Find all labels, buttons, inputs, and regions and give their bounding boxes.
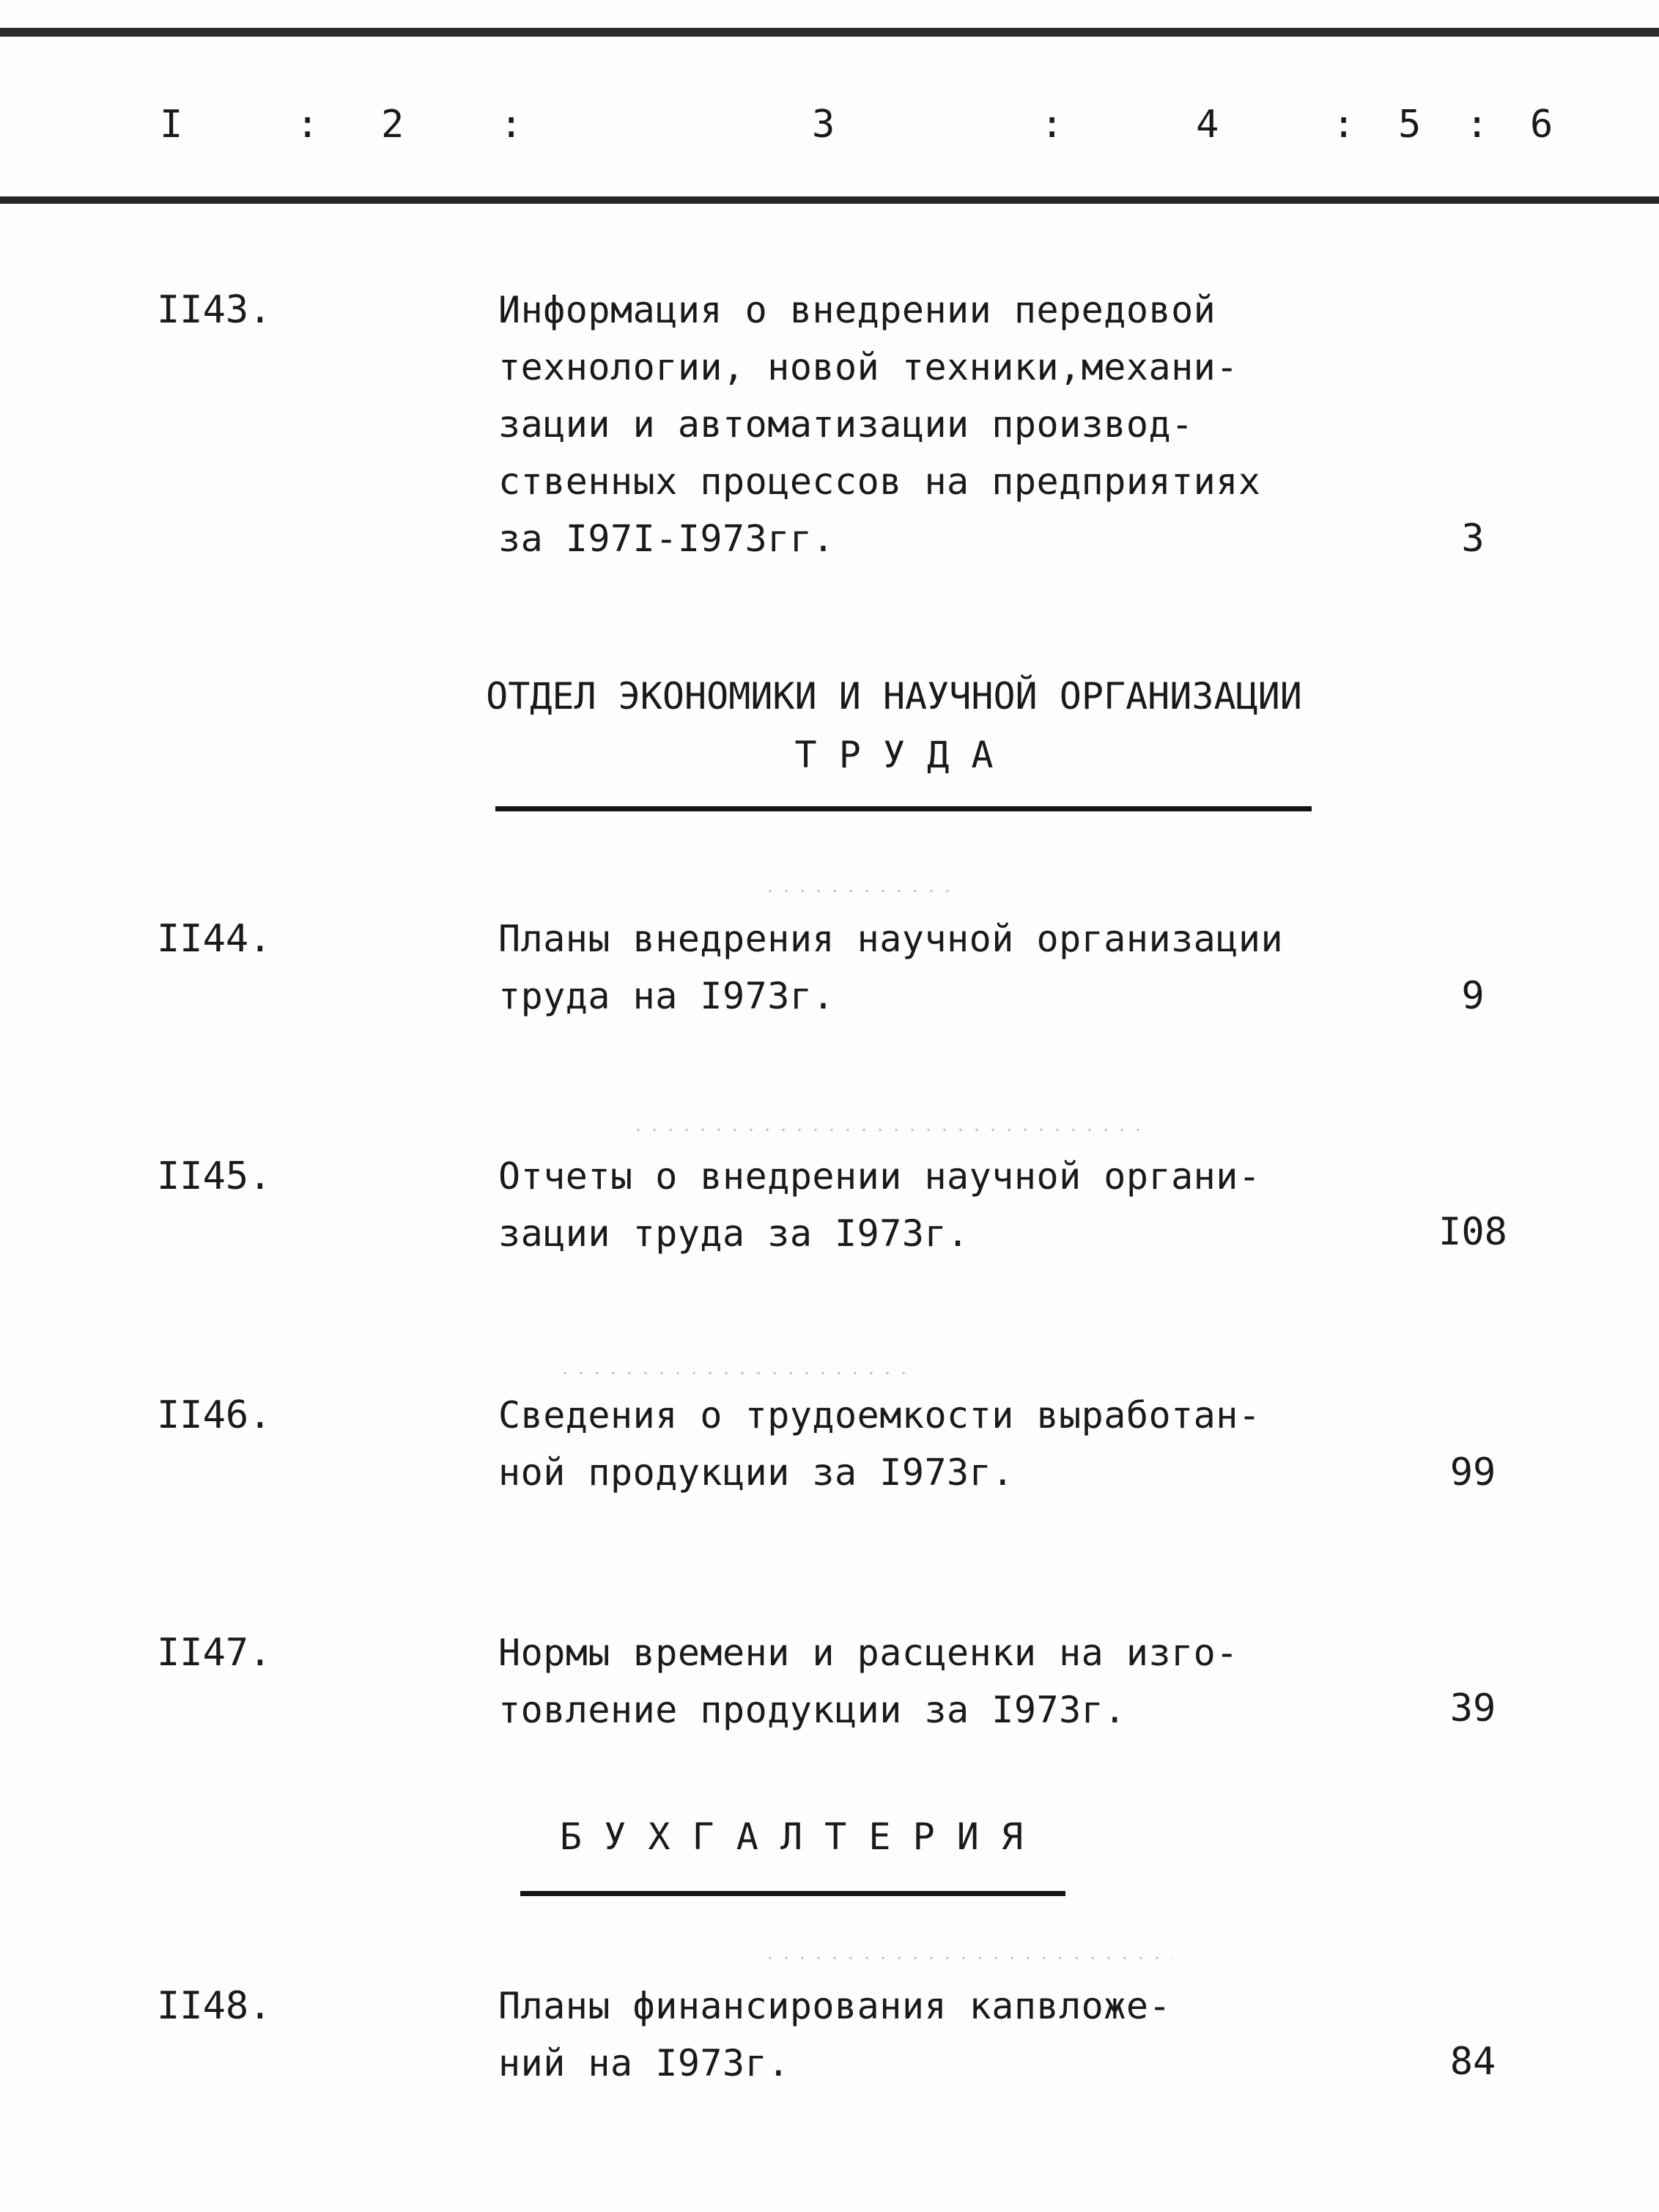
entry-number: II45. xyxy=(157,1154,272,1198)
scan-noise xyxy=(630,1129,1143,1131)
column-separator: : xyxy=(1466,103,1489,147)
entry-number: II47. xyxy=(157,1631,272,1675)
entry-number: II43. xyxy=(157,288,272,332)
section-heading-accounting: Б У Х Г А Л Т Е Р И Я xyxy=(559,1815,1024,1858)
column-separator: : xyxy=(500,103,523,147)
entry-title: Нормы времени и расценки на изго- товление продукции за I973г. xyxy=(498,1632,1238,1731)
scan-noise xyxy=(762,890,953,892)
entry-sheet-count: 99 xyxy=(1449,1450,1496,1494)
entry-title: Планы финансирования капвложе- ний на I973г. xyxy=(498,1985,1172,2084)
column-separator: : xyxy=(1332,103,1356,147)
column-1-label: I xyxy=(160,103,183,147)
entry-number: II48. xyxy=(157,1984,272,2028)
column-separator: : xyxy=(296,103,319,147)
entry-sheet-count: 9 xyxy=(1461,974,1485,1018)
entry-sheet-count: 3 xyxy=(1461,517,1485,561)
entry-sheet-count: 84 xyxy=(1449,2040,1496,2084)
column-3-label: 3 xyxy=(812,103,835,147)
entry-title: Информация о внедрении передовой технологии, новой техники,механи- зации и автоматизации производ- ственных процессов на предприятиях за I97I-I973гг. xyxy=(498,289,1261,560)
column-separator: : xyxy=(1041,103,1064,147)
entry-number: II46. xyxy=(157,1393,272,1437)
entry-sheet-count: I08 xyxy=(1438,1210,1507,1254)
entry-title: Сведения о трудоемкости выработан- ной продукции за I973г. xyxy=(498,1394,1261,1494)
scan-noise xyxy=(557,1372,909,1374)
entry-number: II44. xyxy=(157,917,272,961)
top-rule xyxy=(0,28,1659,37)
header-rule xyxy=(0,196,1659,204)
scan-noise xyxy=(762,1957,1172,1959)
column-4-label: 4 xyxy=(1196,103,1219,147)
entry-title: Отчеты о внедрении научной органи- зации труда за I973г. xyxy=(498,1155,1261,1255)
section-underline xyxy=(520,1891,1065,1896)
section-underline xyxy=(495,806,1312,811)
entry-title: Планы внедрения научной организации труда на I973г. xyxy=(498,918,1284,1017)
column-6-label: 6 xyxy=(1530,103,1553,147)
section-heading-labor-subtitle: Т Р У Д А xyxy=(794,734,994,776)
column-5-label: 5 xyxy=(1398,103,1422,147)
column-2-label: 2 xyxy=(381,103,404,147)
entry-sheet-count: 39 xyxy=(1449,1686,1496,1730)
section-heading-labor: ОТДЕЛ ЭКОНОМИКИ И НАУЧНОЙ ОРГАНИЗАЦИИ xyxy=(486,675,1302,718)
